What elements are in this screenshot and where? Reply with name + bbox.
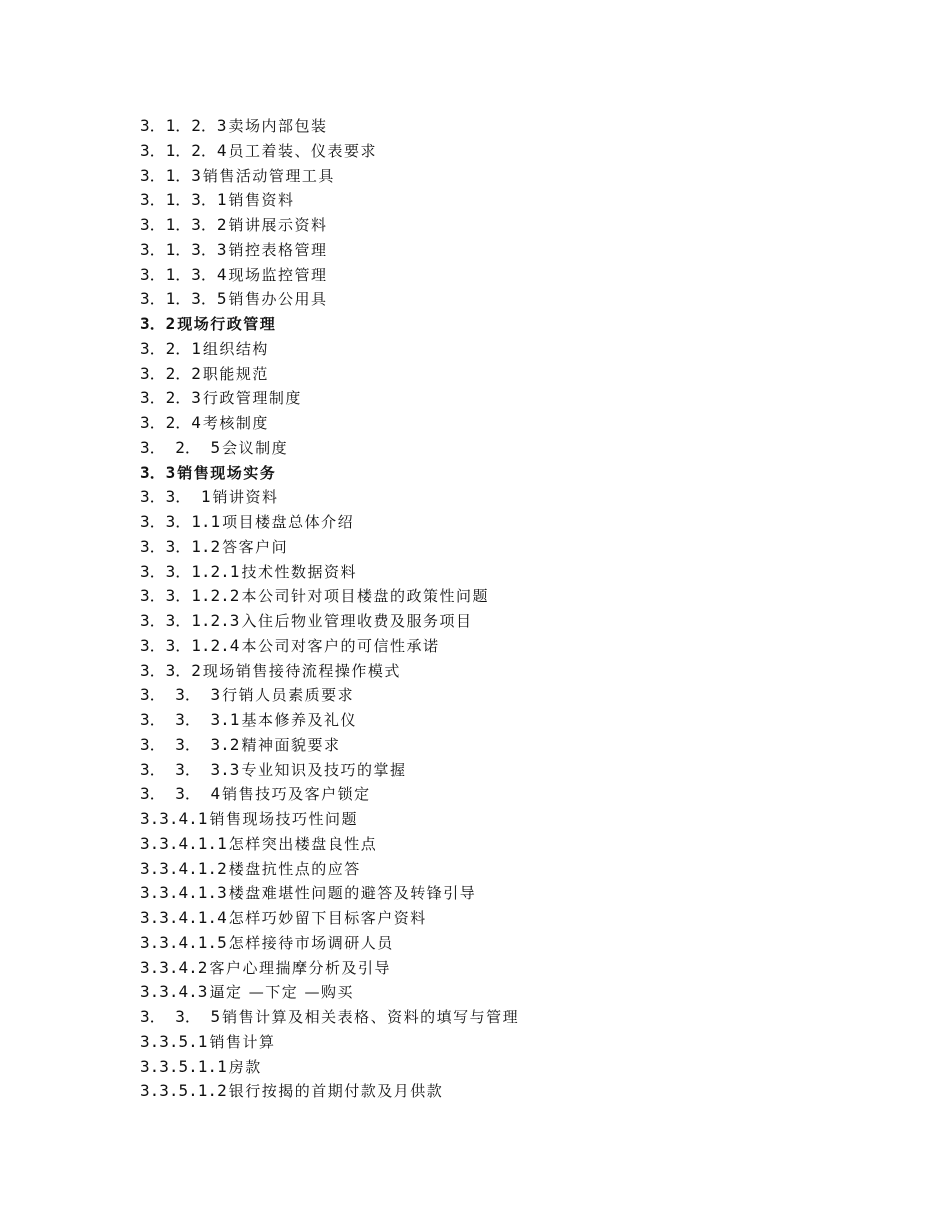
toc-entry-title: 销售现场技巧性问题 — [209, 810, 358, 828]
toc-section-heading — [140, 461, 900, 486]
toc-entry-title: 现场行政管理 — [177, 315, 277, 333]
toc-entry-number: 3.3.4.1.3 — [140, 883, 227, 903]
toc-entry — [140, 584, 900, 609]
toc-entry-title: 销售资料 — [228, 191, 295, 210]
toc-entry — [140, 782, 900, 807]
toc-entry — [140, 683, 900, 708]
toc-entry-number: 3．1．3．1 — [140, 190, 227, 210]
toc-entry-title: 现场销售接待流程操作模式 — [202, 661, 401, 680]
toc-entry-number: 3．1．3．4 — [140, 264, 227, 284]
toc-entry-number: 3.3.4.1.4 — [140, 908, 227, 927]
toc-entry — [140, 188, 900, 213]
toc-entry-title: 销控表格管理 — [228, 240, 328, 259]
toc-entry-title: 组织结构 — [202, 339, 269, 358]
table-of-contents — [140, 114, 900, 1104]
toc-entry-number: 3．3．1.2 — [140, 536, 221, 556]
toc-entry — [140, 238, 900, 263]
toc-entry-title: 员工着装、仪表要求 — [228, 141, 378, 160]
toc-entry-number: 3． 3． 5 — [140, 1007, 221, 1026]
toc-entry-number: 3．2．2 — [140, 363, 201, 383]
toc-entry-title: 销售技巧及客户锁定 — [222, 785, 371, 804]
toc-entry-number: 3.3.4.1.5 — [140, 932, 227, 952]
toc-entry-number: 3．3．1.2.3 — [140, 611, 240, 630]
toc-entry-title: 职能规范 — [202, 364, 269, 383]
toc-entry-title: 本公司针对项目楼盘的政策性问题 — [241, 587, 489, 606]
toc-entry-title: 项目楼盘总体介绍 — [222, 513, 355, 531]
toc-entry — [140, 733, 900, 758]
toc-entry — [140, 708, 900, 733]
toc-entry-number: 3.3.5.1.2 — [140, 1081, 227, 1101]
toc-entry-number: 3．1．2．3 — [140, 116, 227, 135]
toc-entry-number: 3．1．3．3 — [140, 239, 227, 259]
toc-entry-number: 3．1．3．5 — [140, 289, 227, 309]
toc-entry-number: 3．1．3．2 — [140, 215, 227, 234]
toc-entry-title: 行政管理制度 — [202, 389, 302, 408]
toc-entry-number: 3.3.5.1.1 — [140, 1056, 227, 1076]
toc-entry-title: 销讲展示资料 — [228, 216, 328, 234]
toc-entry — [140, 114, 900, 139]
toc-entry — [140, 510, 900, 535]
toc-entry-title: 销售办公用具 — [228, 290, 328, 309]
toc-entry — [140, 1005, 900, 1030]
toc-entry-title: 楼盘抗性点的应答 — [228, 859, 361, 878]
toc-entry — [140, 337, 900, 362]
toc-entry — [140, 1079, 900, 1104]
toc-entry-title: 怎样突出楼盘良性点 — [228, 834, 378, 853]
toc-entry-number: 3．3．1.2.2 — [140, 586, 240, 606]
toc-entry — [140, 560, 900, 585]
toc-entry-number: 3．2．1 — [140, 338, 201, 358]
toc-entry-title: 基本修养及礼仪 — [241, 711, 357, 729]
toc-entry-title: 入住后物业管理收费及服务项目 — [241, 612, 473, 630]
toc-entry-title: 逼定 —下定 —购买 — [209, 983, 354, 1002]
toc-entry-number: 3．2．4 — [140, 413, 201, 432]
toc-entry — [140, 263, 900, 288]
toc-entry-number: 3． 2． 5 — [140, 437, 221, 457]
toc-entry-title: 考核制度 — [202, 414, 269, 432]
toc-entry-number: 3． 3． 3.2 — [140, 734, 240, 754]
toc-entry — [140, 485, 900, 510]
toc-entry-number: 3.3.5.1 — [140, 1031, 208, 1051]
toc-entry-number: 3.3.4.1.1 — [140, 833, 227, 853]
toc-entry-title: 销售活动管理工具 — [202, 166, 335, 185]
toc-entry-number: 3.3.4.1.2 — [140, 858, 227, 878]
toc-entry-number: 3.3.4.2 — [140, 957, 208, 977]
toc-entry — [140, 1055, 900, 1080]
toc-entry — [140, 931, 900, 956]
toc-entry-number: 3． 3． 3.3 — [140, 759, 240, 779]
toc-entry — [140, 386, 900, 411]
toc-entry — [140, 634, 900, 659]
toc-entry-title: 现场监控管理 — [228, 265, 328, 284]
toc-entry-number: 3． 3． 3.1 — [140, 710, 240, 729]
toc-entry-number: 3．3．1.2.1 — [140, 561, 240, 581]
toc-entry — [140, 535, 900, 560]
toc-entry — [140, 139, 900, 164]
toc-entry — [140, 857, 900, 882]
toc-entry-number: 3．3．2 — [140, 660, 201, 680]
toc-entry-number: 3．3．1.2.4 — [140, 635, 240, 655]
toc-entry-title: 销售现场实务 — [177, 463, 277, 482]
toc-entry-title: 销售计算 — [209, 1032, 276, 1051]
toc-section-heading — [140, 312, 900, 337]
toc-entry — [140, 906, 900, 931]
toc-entry — [140, 807, 900, 832]
toc-entry — [140, 659, 900, 684]
toc-entry-title: 销讲资料 — [212, 488, 279, 507]
toc-entry — [140, 287, 900, 312]
toc-entry — [140, 362, 900, 387]
toc-entry-title: 精神面貌要求 — [241, 735, 341, 754]
toc-entry — [140, 411, 900, 436]
toc-entry — [140, 956, 900, 981]
toc-entry-number: 3.3.4.3 — [140, 982, 208, 1002]
toc-entry-title: 怎样接待市场调研人员 — [228, 933, 394, 952]
toc-entry — [140, 164, 900, 189]
toc-entry-title: 怎样巧妙留下目标客户资料 — [228, 909, 427, 927]
toc-entry-number: 3． 3． 3 — [140, 685, 221, 705]
toc-entry-title: 会议制度 — [222, 438, 289, 457]
toc-entry-title: 银行按揭的首期付款及月供款 — [228, 1082, 444, 1101]
toc-entry-number: 3．3．1.1 — [140, 512, 221, 531]
toc-entry-title: 答客户问 — [222, 537, 289, 556]
toc-entry — [140, 1030, 900, 1055]
toc-entry-title: 客户心理揣摩分析及引导 — [209, 958, 391, 977]
toc-entry-number: 3.3.4.1 — [140, 809, 208, 828]
toc-entry — [140, 758, 900, 783]
toc-entry-title: 本公司对客户的可信性承诺 — [241, 636, 440, 655]
toc-entry-number: 3．3 — [140, 462, 176, 482]
toc-entry-title: 房款 — [228, 1057, 262, 1076]
toc-entry-number: 3．3． 1 — [140, 487, 211, 507]
toc-entry-title: 专业知识及技巧的掌握 — [241, 760, 407, 779]
toc-entry-number: 3．2 — [140, 314, 176, 333]
toc-entry-number: 3．2．3 — [140, 388, 201, 408]
toc-entry — [140, 609, 900, 634]
toc-entry — [140, 213, 900, 238]
toc-entry-title: 行销人员素质要求 — [222, 686, 355, 705]
toc-entry-number: 3． 3． 4 — [140, 784, 221, 804]
toc-entry — [140, 436, 900, 461]
toc-entry — [140, 832, 900, 857]
toc-entry-number: 3．1．3 — [140, 165, 201, 185]
toc-entry — [140, 881, 900, 906]
toc-entry-number: 3．1．2．4 — [140, 140, 227, 160]
toc-entry-title: 技术性数据资料 — [241, 562, 357, 581]
toc-entry-title: 销售计算及相关表格、资料的填写与管理 — [222, 1008, 520, 1026]
toc-entry-title: 楼盘难堪性问题的避答及转锋引导 — [228, 884, 477, 903]
toc-entry-title: 卖场内部包装 — [228, 117, 328, 135]
toc-entry — [140, 980, 900, 1005]
